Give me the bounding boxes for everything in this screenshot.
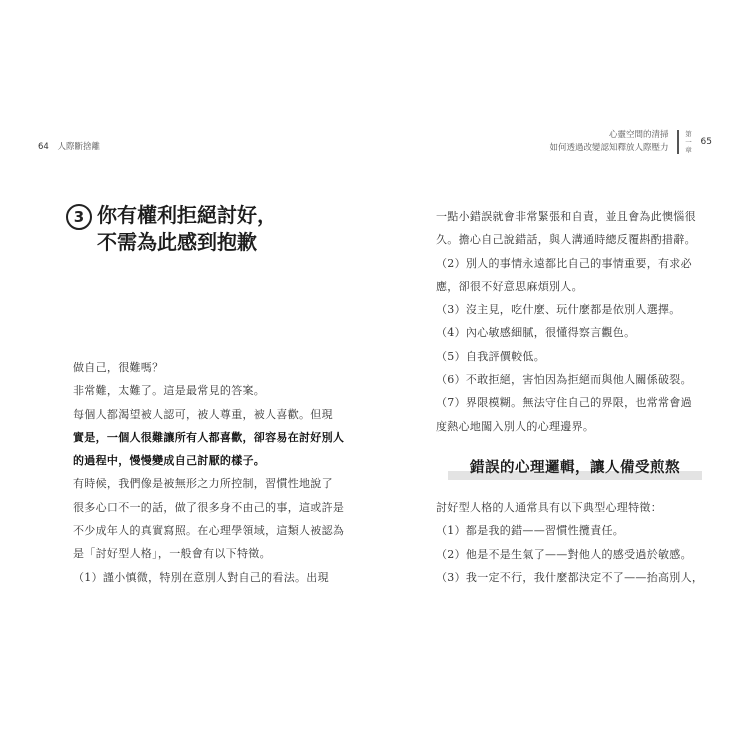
chapter-title-line-2: 如何透過改變認知釋放人際壓力 bbox=[549, 143, 669, 153]
section-title-line-1: 你有權利拒絕討好， bbox=[97, 203, 277, 227]
body-line: 討好型人格的人通常具有以下典型心理特徵： bbox=[436, 501, 662, 514]
body-line: 是「討好型人格」，一般會有以下特徵。 bbox=[73, 547, 271, 561]
body-line: （7）界限模糊。無法守住自己的界限，也常常會過 bbox=[436, 396, 692, 410]
subsection-heading-text: 錯誤的心理邏輯，讓人備受煎熬 bbox=[470, 459, 680, 476]
body-line: 非常難，太難了。這是最常見的答案。 bbox=[73, 384, 266, 398]
right-body-text-top bbox=[436, 205, 696, 438]
left-book-title: 人際斷捨離 bbox=[57, 142, 101, 152]
body-line: （4）內心敏感細膩，很懂得察言觀色。 bbox=[436, 326, 636, 340]
section-title bbox=[97, 202, 277, 256]
body-line: 久。擔心自己說錯話，與人溝通時總反覆斟酌措辭。 bbox=[436, 233, 696, 247]
chapter-marker-char: 章 bbox=[685, 146, 692, 154]
section-title-line-2: 不需為此感到抱歉 bbox=[97, 230, 257, 254]
section-number-badge: 3 bbox=[66, 204, 92, 230]
body-line: 做自己，很難嗎？ bbox=[73, 361, 164, 374]
subsection-heading bbox=[436, 446, 714, 486]
right-running-header bbox=[550, 129, 712, 155]
body-line: 應，卻很不好意思麻煩別人。 bbox=[436, 279, 583, 293]
right-body-text-bottom bbox=[436, 496, 703, 589]
chapter-title-line-1: 心靈空間的清掃 bbox=[609, 130, 669, 140]
left-body-text bbox=[73, 356, 344, 589]
body-line: 不少成年人的真實寫照。在心理學領域，這類人被認為 bbox=[73, 524, 345, 538]
body-line: 度熱心地闖入別人的心理邊界。 bbox=[436, 419, 595, 433]
body-line: 很多心口不一的話，做了很多身不由己的事，這或許是 bbox=[73, 500, 345, 514]
right-page-number: 65 bbox=[700, 137, 712, 147]
header-divider bbox=[677, 130, 679, 154]
body-line: （2）別人的事情永遠都比自己的事情重要，有求必 bbox=[436, 256, 692, 270]
body-line-emphasis: 實是，一個人很難讓所有人都喜歡，卻容易在討好別人 bbox=[73, 430, 345, 444]
body-line: 一點小錯誤就會非常緊張和自責，並且會為此懊惱很 bbox=[436, 210, 696, 223]
body-line: （1）都是我的錯——習慣性攬責任。 bbox=[436, 524, 625, 538]
left-page-number: 64 bbox=[38, 142, 49, 152]
body-line: （3）沒主見，吃什麼、玩什麼都是依別人選擇。 bbox=[436, 303, 681, 317]
body-line: 有時候，我們像是被無形之力所控制，習慣性地說了 bbox=[73, 477, 333, 491]
body-line: （2）他是不是生氣了——對他人的感受過於敏感。 bbox=[436, 547, 692, 561]
body-line: （1）謹小慎微，特別在意別人對自己的看法。出現 bbox=[73, 570, 329, 584]
left-running-header bbox=[38, 140, 100, 152]
body-line: （3）我一定不行，我什麼都決定不了——抬高別人， bbox=[436, 570, 704, 584]
chapter-marker-char: 第 bbox=[685, 130, 692, 138]
body-line: （5）自我評價較低。 bbox=[436, 349, 545, 363]
body-line-emphasis: 的過程中，慢慢變成自己討厭的樣子。 bbox=[73, 454, 266, 468]
chapter-titles bbox=[550, 129, 669, 155]
chapter-marker bbox=[685, 130, 693, 154]
chapter-marker-char: 一 bbox=[685, 138, 692, 146]
body-line: 每個人都渴望被人認可，被人尊重，被人喜歡。但現 bbox=[73, 407, 333, 421]
body-line: （6）不敢拒絕，害怕因為拒絕而與他人關係破裂。 bbox=[436, 373, 692, 387]
section-heading bbox=[66, 202, 277, 256]
